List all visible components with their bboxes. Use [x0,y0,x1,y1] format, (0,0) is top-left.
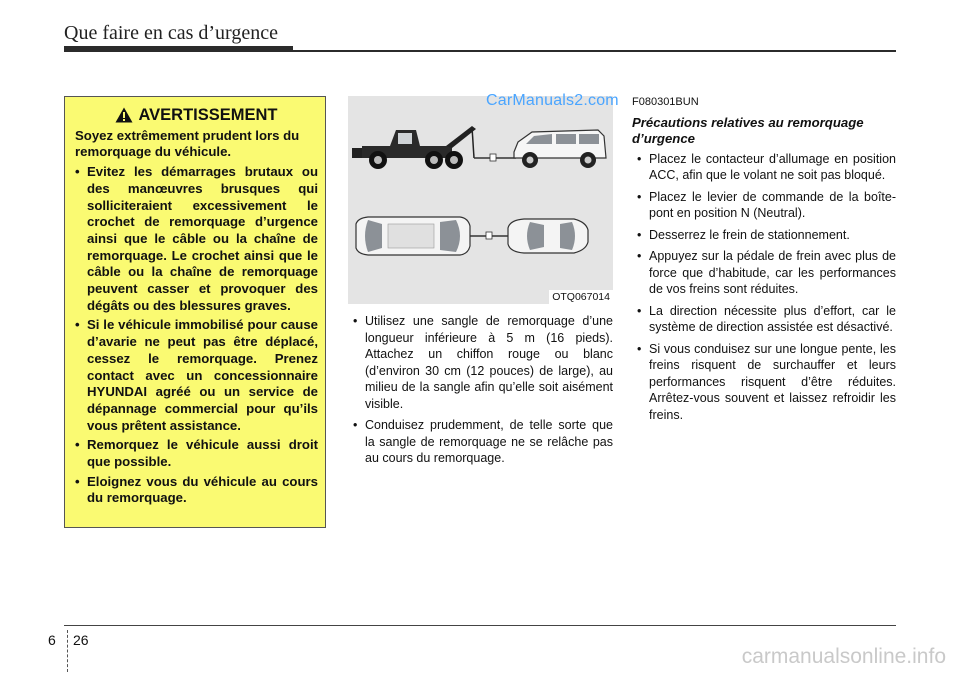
warning-box [64,96,326,528]
watermark-link[interactable]: CarManuals2.com [486,92,619,109]
list-item: • Si vous conduisez sur une longue pente, les freins risquent de surchauffer et leurs performances risquent d’être réduites. Arrêtez-vous souvent et laissez refroidir les freins. [632,341,896,424]
warning-item: • Evitez les démarrages brutaux ou des manœuvres brusques qui solliciteraient excessivement le crochet de remorquage d’urgence ainsi que le câble ou la chaîne de remorquage. Le crochet ainsi que le câble ou la chaîne de remorquage peuvent casser et provoquer des dégâts ou des blessures graves. [75,164,318,314]
warning-header [75,107,318,124]
section-heading: Précautions relatives au remorquage d’urgence [632,114,864,146]
list-item: • Conduisez prudemment, de telle sorte que la sangle de remorquage ne se relâche pas au cours du remorquage. [348,417,613,467]
warning-triangle-icon [115,107,133,123]
footer-rule [64,625,896,626]
list-item: • Placez le contacteur d’allumage en position ACC, afin que le volant ne soit pas bloqué. [632,151,896,184]
middle-list [348,313,613,467]
warning-intro: Soyez extrêmement prudent lors du remorquage du véhicule. [75,127,300,160]
section-code: F080301BUN [632,96,699,108]
warning-list [75,164,318,507]
list-item: • La direction nécessite plus d’effort, car le système de direction assistée est désactivé. [632,303,896,336]
page-header-title: Que faire en cas d’urgence [64,22,278,44]
figure-code: OTQ067014 [549,290,613,304]
middle-column [348,313,613,472]
right-column [632,94,896,428]
warning-title: AVERTISSEMENT [138,106,278,124]
right-list [632,151,896,424]
list-item: • Desserrez le frein de stationnement. [632,227,896,244]
towing-illustration [348,96,613,304]
list-item: • Appuyez sur la pédale de frein avec plus de force que d’habitude, car les performances de vos freins sont réduites. [632,248,896,298]
warning-item: • Eloignez vous du véhicule au cours du remorquage. [75,474,318,507]
van-side-icon [514,130,606,168]
tow-truck-side-icon [352,126,476,169]
page-number: 26 [73,632,89,648]
page-divider [67,630,68,672]
list-item: • Utilisez une sangle de remorquage d’une longueur inférieure à 5 m (16 pieds). Attachez un chiffon rouge ou blanc (d’environ 30 cm (12 pouces) de large), au milieu de la sangle afin qu’elle soit aisément visible. [348,313,613,412]
chapter-number: 6 [48,632,56,648]
warning-item: • Remorquez le véhicule aussi droit que possible. [75,437,318,470]
header-bar [64,46,293,52]
footer-watermark-link[interactable]: carmanualsonline.info [741,645,946,668]
list-item: • Placez le levier de commande de la boîte-pont en position N (Neutral). [632,189,896,222]
car-top-icon [508,219,588,253]
van-top-icon [356,217,470,255]
towing-diagram [348,96,613,304]
warning-item: • Si le véhicule immobilisé pour cause d’avarie ne peut pas être déplacé, cessez le remorquage. Prenez contact avec un concessionnaire HYUNDAI agréé ou un service de dépannage commercial pour qu’ils vous prêtent assistance. [75,317,318,434]
header-rule [293,50,896,52]
